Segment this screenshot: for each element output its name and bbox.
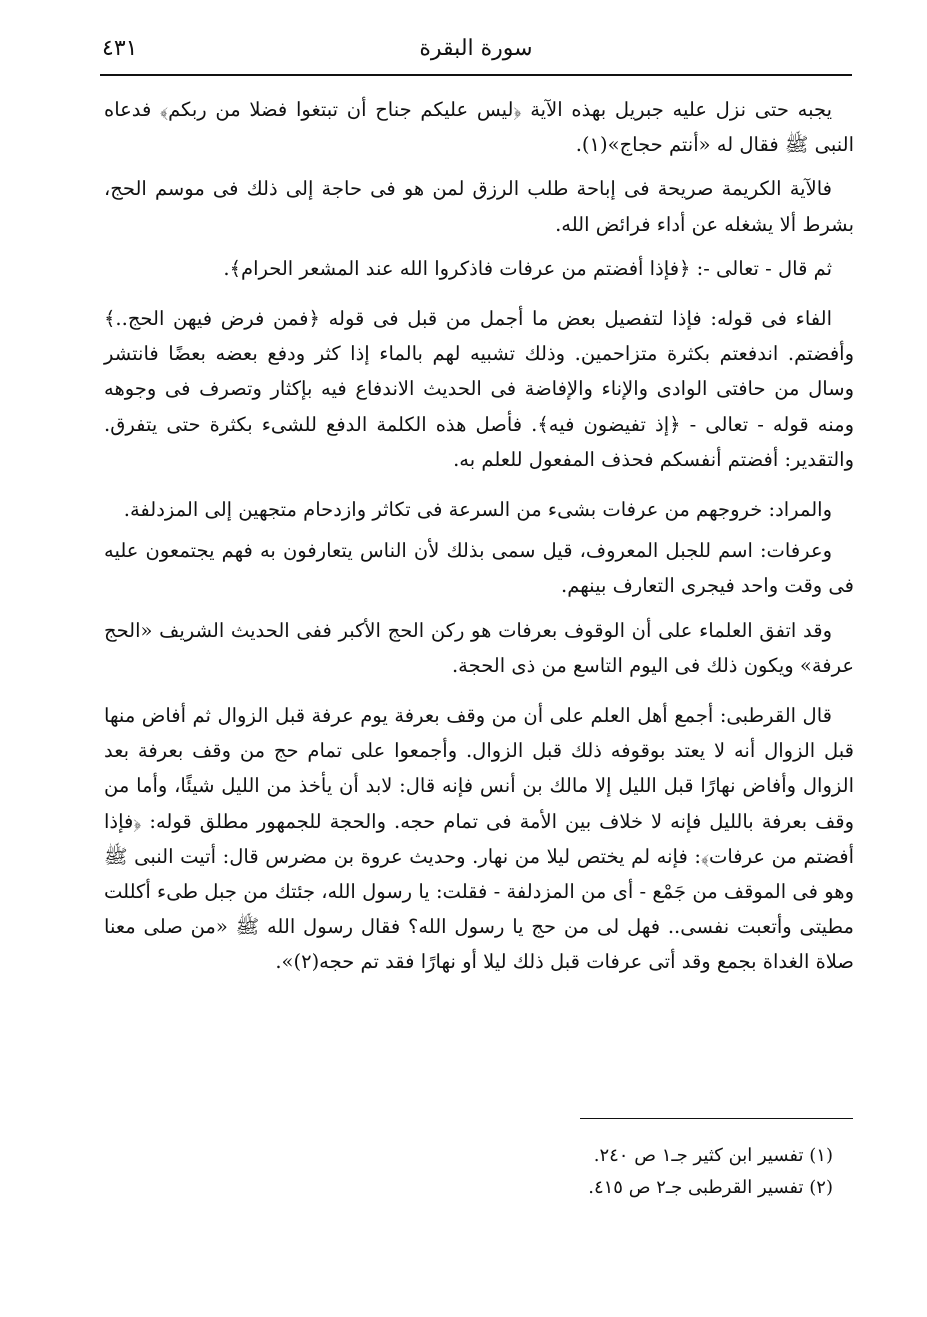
header-rule — [100, 74, 852, 76]
page-header — [100, 28, 852, 72]
paragraph: وقد اتفق العلماء على أن الوقوف بعرفات هو ركن الحج الأكبر ففى الحديث الشريف «الحج عرفة» ويكون ذلك فى اليوم التاسع من ذى الحجة. — [104, 618, 854, 677]
footnote: (٢) تفسير القرطبى جـ٢ ص ٤١٥. — [588, 1177, 833, 1198]
paragraph: يجبه حتى نزل عليه جبريل بهذه الآية ﴿ليس عليكم جناح أن تبتغوا فضلا من ربكم﴾ فدعاه النبى ﷺ فقال له «أنتم حجاج»(١). — [104, 98, 854, 157]
footnote-rule — [580, 1118, 853, 1119]
running-title: سورة البقرة — [419, 36, 533, 61]
paragraph: فالآية الكريمة صريحة فى إباحة طلب الرزق لمن هو فى حاجة إلى ذلك فى موسم الحج، بشرط ألا يشغله عن أداء فرائض الله. — [104, 177, 854, 236]
paragraph: ثم قال - تعالى -: ﴿فإذا أفضتم من عرفات فاذكروا الله عند المشعر الحرام﴾. — [223, 256, 832, 280]
page-number: ٤٣١ — [102, 36, 138, 61]
paragraph: والمراد: خروجهم من عرفات بشىء من السرعة فى تكاثر وازدحام متجهين إلى المزدلفة. — [123, 498, 832, 522]
paragraph: قال القرطبى: أجمع أهل العلم على أن من وقف بعرفة يوم عرفة قبل الزوال ثم أفاض منها قبل الزوال أنه لا يعتد بوقوفه ذلك قبل الزوال. وأجمعوا على تمام حج من وقف بعرفة بعد الزوال وأفاض نهارًا قبل الليل إلا مالك بن أنس فإنه قال: لابد أن يأخذ من الليل شيئًا، وأما من وقف بعرفة بالليل فإنه لا خلاف بين الأمة فى تمام حجه. والحجة للجمهور مطلق قوله: ﴿فإذا أفضتم من عرفات﴾: فإنه لم يختص ليلا من نهار. وحديث عروة بن مضرس قال: أتيت النبى ﷺ وهو فى الموقف من جَمْع - أى من المزدلفة - فقلت: يا رسول الله، جئتك من جبل طىء أكللت مطيتى وأتعبت نفسى.. فهل لى من حج يا رسول الله؟ فقال رسول الله ﷺ «من صلى معنا صلاة الغداة بجمع وقد أتى عرفات قبل ذلك ليلا أو نهارًا فقد تم حجه(٢)». — [104, 704, 854, 974]
paragraph: وعرفات: اسم للجبل المعروف، قيل سمى بذلك لأن الناس يتعارفون به فهم يجتمعون عليه فى وقت واحد فيجرى التعارف بينهم. — [104, 539, 854, 598]
body-text — [104, 92, 854, 989]
footnote: (١) تفسير ابن كثير جـ١ ص ٢٤٠. — [593, 1145, 833, 1166]
footnotes — [400, 1140, 833, 1204]
paragraph: الفاء فى قوله: فإذا لتفصيل بعض ما أجمل من قبل فى قوله ﴿فمن فرض فيهن الحج..﴾ وأفضتم. اندفعتم بكثرة متزاحمين. وذلك تشبيه لهم بالماء إذا كثر ودفع بعضه بعضًا فانتشر وسال من حافتى الوادى والإناء والإفاضة فى الحديث الاندفاع فيه بإكثار وتصرف فى وجوهه ومنه قوله - تعالى - ﴿إذ تفيضون فيه﴾. فأصل هذه الكلمة الدفع للشىء بكثرة حتى يتفرق. والتقدير: أفضتم أنفسكم فحذف المفعول للعلم به. — [104, 307, 854, 471]
